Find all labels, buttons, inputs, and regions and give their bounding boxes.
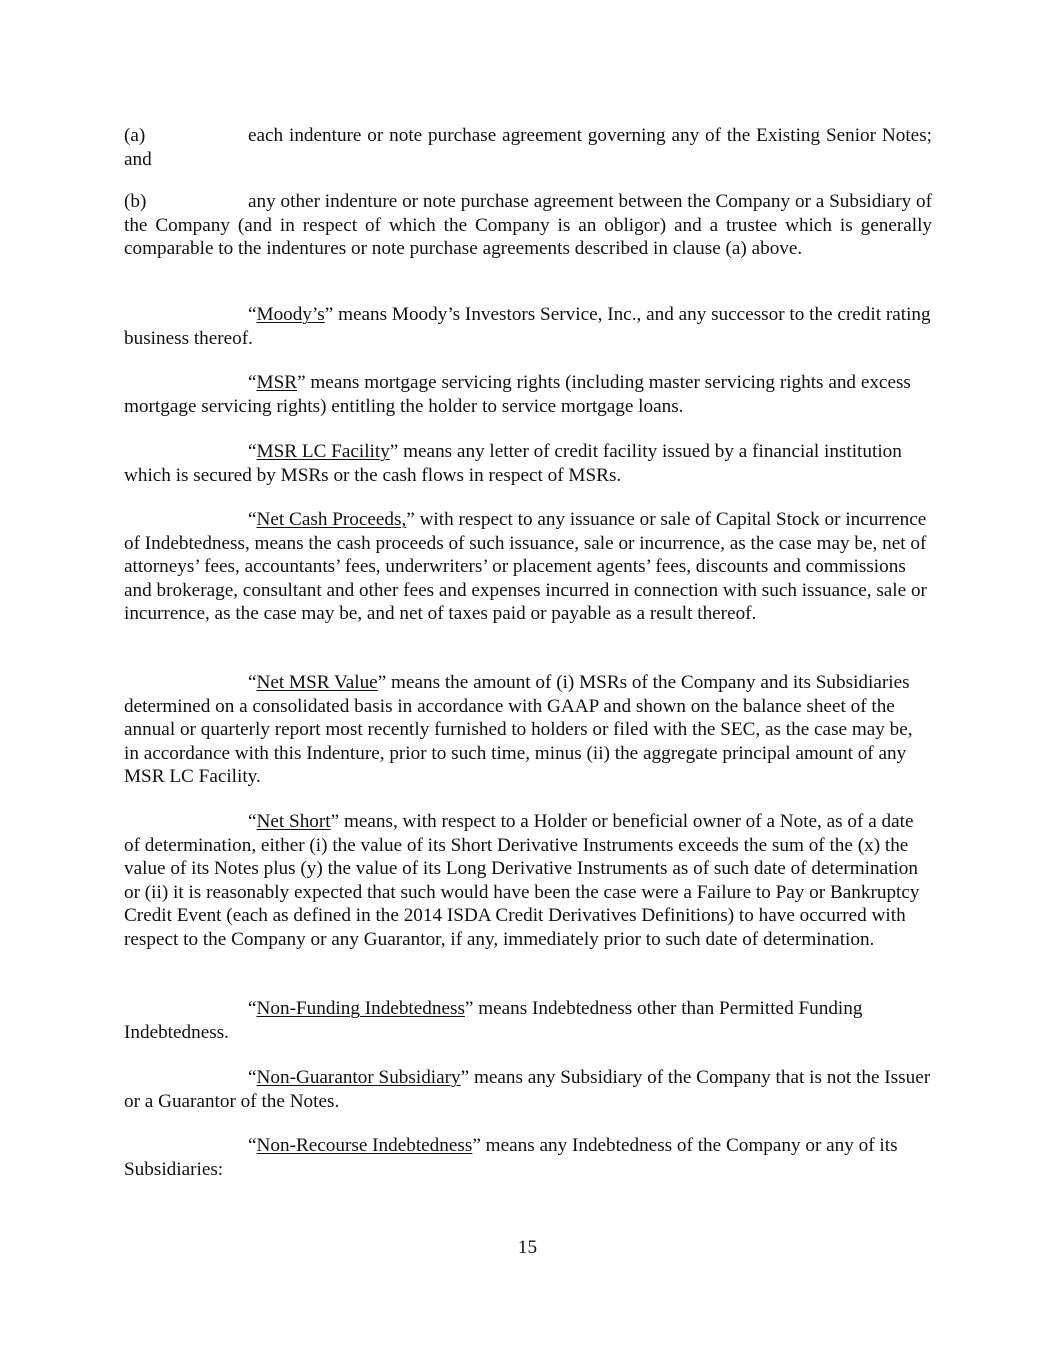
clause-text: each indenture or note purchase agreement governing any of the Existing Senior Notes; and bbox=[124, 125, 932, 170]
open-quote: “ bbox=[248, 441, 257, 462]
page-number: 15 bbox=[517, 1237, 538, 1258]
open-quote: “ bbox=[248, 998, 257, 1019]
open-quote: “ bbox=[248, 1135, 257, 1156]
open-quote: “ bbox=[248, 304, 257, 325]
open-quote: “ bbox=[248, 811, 257, 832]
clause-label: (b) bbox=[124, 191, 147, 212]
definition-text: ” means Moody’s Investors Service, Inc., and any successor to the credit rating business thereof. bbox=[124, 304, 931, 349]
clause-a bbox=[124, 124, 932, 171]
definition-text: ” means mortgage servicing rights (including master servicing rights and excess mortgage servicing rights) entitling the holder to service mortgage loans. bbox=[124, 372, 911, 417]
open-quote: “ bbox=[248, 672, 257, 693]
defined-term: MSR LC Facility bbox=[256, 441, 390, 462]
definition-msr bbox=[124, 371, 932, 418]
definition-msr-lc-facility bbox=[124, 440, 932, 487]
definition-net-short bbox=[124, 810, 932, 951]
definition-text: ” means Indebtedness other than Permitted Funding Indebtedness. bbox=[124, 998, 863, 1043]
definition-net-cash-proceeds bbox=[124, 508, 932, 626]
definition-text: ” means the amount of (i) MSRs of the Company and its Subsidiaries determined on a consolidated basis in accordance with GAAP and shown on the balance sheet of the annual or quarterly report most recently furnished to holders or filed with the SEC, as the case may be, in accordance with this Indenture, prior to such time, minus (ii) the aggregate principal amount of any MSR LC Facility. bbox=[124, 672, 913, 787]
definition-text: ” with respect to any issuance or sale of Capital Stock or incurrence of Indebtedness, means the cash proceeds of such issuance, sale or incurrence, as the case may be, net of attorneys’ fees, accountants’ fees, underwriters’ or placement agents’ fees, discounts and commissions and brokerage, consultant and other fees and expenses incurred in connection with such issuance, sale or incurrence, as the case may be, and net of taxes paid or payable as a result thereof. bbox=[124, 509, 927, 624]
definition-non-funding-indebtedness bbox=[124, 997, 932, 1044]
defined-term: Net MSR Value bbox=[256, 672, 378, 693]
defined-term: Moody’s bbox=[256, 304, 325, 325]
defined-term: MSR bbox=[256, 372, 298, 393]
definition-text: ” means any letter of credit facility issued by a financial institution which is secured by MSRs or the cash flows in respect of MSRs. bbox=[124, 441, 902, 486]
defined-term: Non-Recourse Indebtedness bbox=[256, 1135, 473, 1156]
clause-text: any other indenture or note purchase agreement between the Company or a Subsidiary of the Company (and in respect of which the Company is an obligor) and a trustee which is generally comparable to the indentures or note purchase agreements described in clause (a) above. bbox=[124, 191, 932, 259]
definition-net-msr-value bbox=[124, 671, 932, 789]
definition-text: ” means any Indebtedness of the Company or any of its Subsidiaries: bbox=[124, 1135, 898, 1180]
clause-b bbox=[124, 190, 932, 261]
definition-non-guarantor-subsidiary bbox=[124, 1066, 932, 1113]
defined-term: Non-Funding Indebtedness bbox=[256, 998, 465, 1019]
open-quote: “ bbox=[248, 509, 257, 530]
open-quote: “ bbox=[248, 372, 257, 393]
defined-term: Non-Guarantor Subsidiary bbox=[256, 1067, 461, 1088]
clause-label: (a) bbox=[124, 125, 146, 146]
definition-text: ” means, with respect to a Holder or beneficial owner of a Note, as of a date of determination, either (i) the value of its Short Derivative Instruments exceeds the sum of the (x) the value of its Notes plus (y) the value of its Long Derivative Instruments as of such date of determination or (ii) it is reasonably expected that such would have been the case were a Failure to Pay or Bankruptcy Credit Event (each as defined in the 2014 ISDA Credit Derivatives Definitions) to have occurred with respect to the Company or any Guarantor, if any, immediately prior to such date of determination. bbox=[124, 811, 920, 950]
definition-text: ” means any Subsidiary of the Company that is not the Issuer or a Guarantor of the Notes. bbox=[124, 1067, 931, 1112]
open-quote: “ bbox=[248, 1067, 257, 1088]
defined-term: Net Cash Proceeds, bbox=[256, 509, 407, 530]
defined-term: Net Short bbox=[256, 811, 331, 832]
definition-moodys bbox=[124, 303, 932, 350]
definition-non-recourse-indebtedness bbox=[124, 1134, 932, 1181]
